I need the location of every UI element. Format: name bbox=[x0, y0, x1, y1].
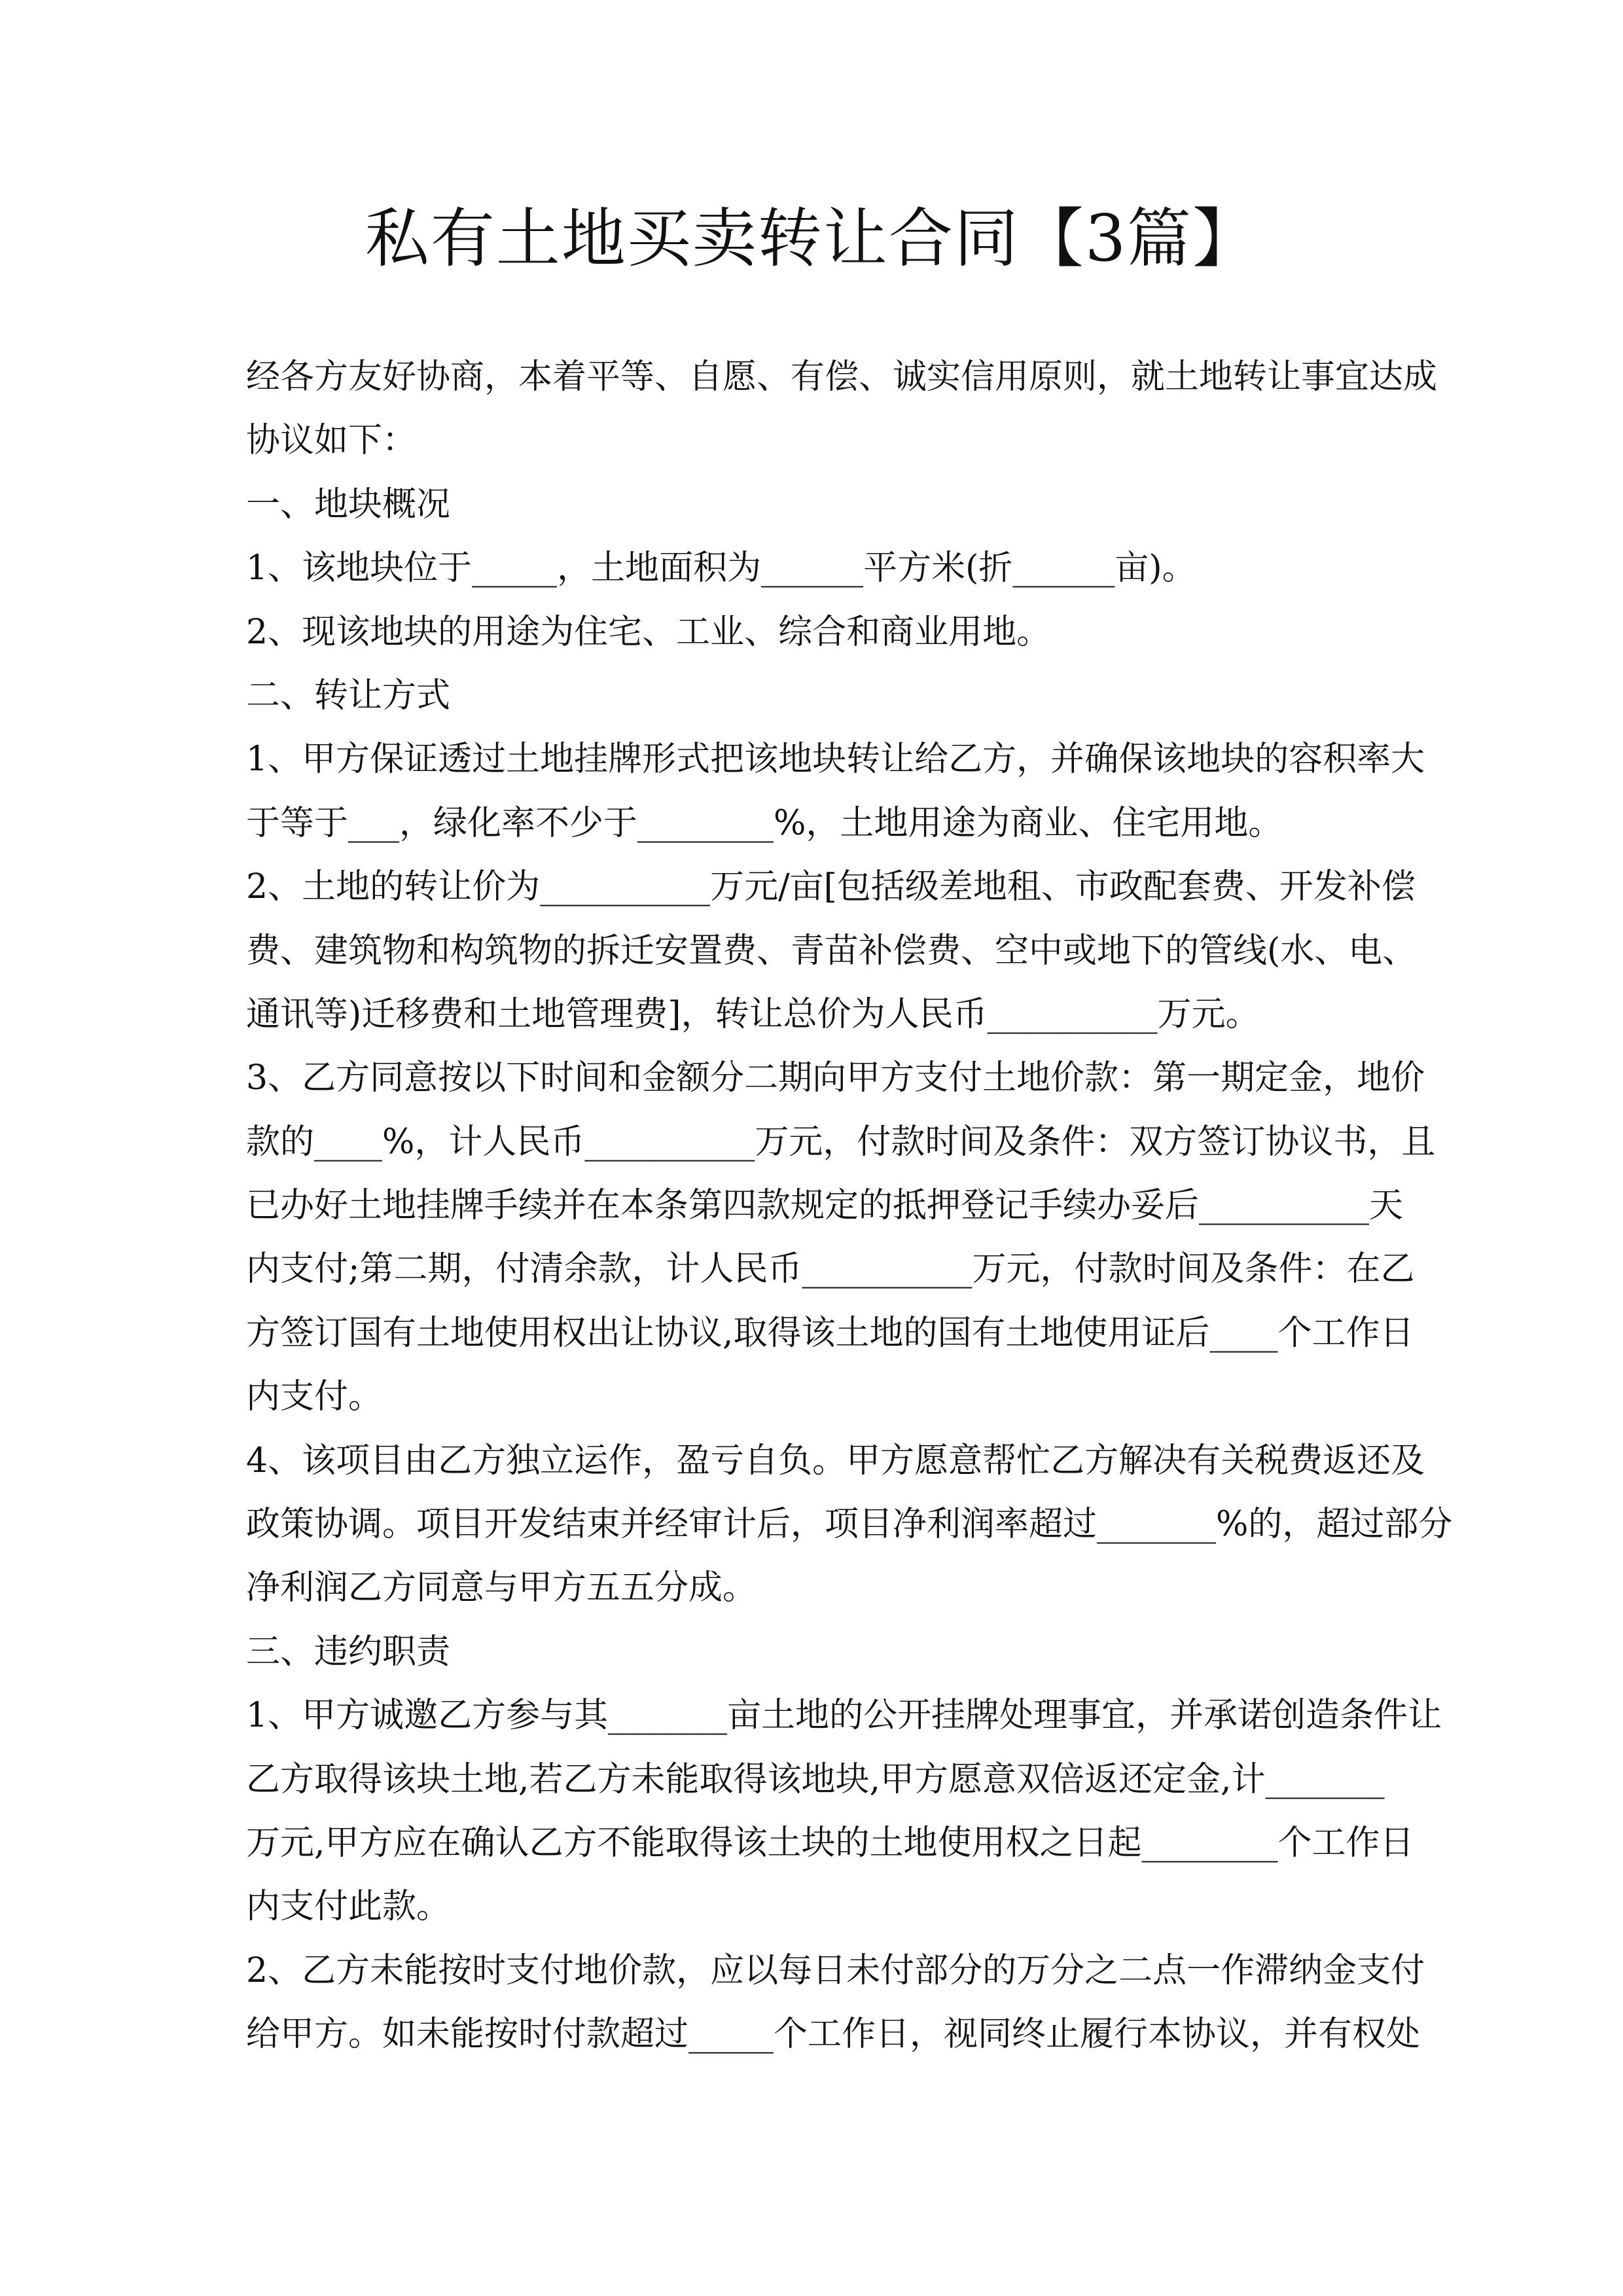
text-line: 通讯等)迁移费和土地管理费]，转让总价为人民币__________万元。 bbox=[246, 994, 1260, 1034]
paragraph bbox=[246, 1047, 1436, 1429]
text-line: 1、甲方保证透过土地挂牌形式把该地块转让给乙方，并确保该地块的容积率大 bbox=[246, 740, 1425, 780]
text-line: 给甲方。如未能按时付款超过_____个工作日，视同终止履行本协议，并有权处 bbox=[246, 2015, 1421, 2054]
text-line: 内支付;第二期，付清余款，计人民币__________万元，付款时间及条件：在乙 bbox=[246, 1249, 1415, 1289]
text-line: 内支付此款。 bbox=[246, 1887, 451, 1927]
text-line: 三、违约职责 bbox=[246, 1632, 451, 1672]
text-line: 2、现该地块的用途为住宅、工业、综合和商业用地。 bbox=[246, 612, 1051, 652]
paragraph bbox=[246, 1684, 1442, 1939]
text-line: 内支付。 bbox=[246, 1377, 383, 1417]
text-line: 4、该项目由乙方独立运作，盈亏自负。甲方愿意帮忙乙方解决有关税费返还及 bbox=[246, 1441, 1425, 1480]
text-line: 二、转让方式 bbox=[246, 675, 451, 715]
text-line: 净利润乙方同意与甲方五五分成。 bbox=[246, 1568, 757, 1608]
paragraph bbox=[246, 537, 1377, 600]
text-line: 经各方友好协商，本着平等、自愿、有偿、诚实信用原则，就土地转让事宜达成 bbox=[246, 357, 1438, 397]
text-line: 于等于___，绿化率不少于________%，土地用途为商业、住宅用地。 bbox=[246, 803, 1283, 843]
document-title: 私有土地买卖转让合同【3篇】 bbox=[365, 202, 1258, 276]
text-line: 一、地块概况 bbox=[246, 484, 451, 524]
paragraph bbox=[246, 601, 1377, 664]
paragraph bbox=[246, 1621, 1377, 1684]
text-line: 2、土地的转让价为__________万元/亩[包括级差地租、市政配套费、开发补偿 bbox=[246, 867, 1416, 907]
text-line: 费、建筑物和构筑物的拆迁安置费、青苗补偿费、空中或地下的管线(水、电、 bbox=[246, 931, 1417, 971]
text-line: 万元,甲方应在确认乙方不能取得该土块的土地使用权之日起________个工作日 bbox=[246, 1823, 1414, 1863]
text-line: 2、乙方未能按时支付地价款，应以每日未付部分的万分之二点一作滞纳金支付 bbox=[246, 1950, 1425, 1990]
paragraph bbox=[246, 1429, 1453, 1621]
text-line: 1、该地块位于_____，土地面积为______平方米(折______亩)。 bbox=[246, 548, 1196, 588]
paragraph bbox=[246, 473, 1377, 537]
paragraph bbox=[246, 664, 1377, 728]
paragraph bbox=[246, 1939, 1425, 2067]
paragraph bbox=[246, 346, 1438, 473]
text-line: 1、甲方诚邀乙方参与其_______亩土地的公开挂牌处理事宜，并承诺创造条件让 bbox=[246, 1696, 1442, 1736]
text-line: 政策协调。项目开发结束并经审计后，项目净利润率超过_______%的，超过部分 bbox=[246, 1505, 1453, 1545]
text-line: 已办好土地挂牌手续并在本条第四款规定的抵押登记手续办妥后__________天 bbox=[246, 1186, 1404, 1226]
text-line: 款的____%，计人民币__________万元，付款时间及条件：双方签订协议书，且 bbox=[246, 1122, 1436, 1162]
text-line: 方签订国有土地使用权出让协议,取得该土地的国有土地使用证后____个工作日 bbox=[246, 1313, 1414, 1353]
text-line: 3、乙方同意按以下时间和金额分二期向甲方支付土地价款：第一期定金，地价 bbox=[246, 1058, 1425, 1098]
paragraph bbox=[246, 855, 1417, 1047]
text-line: 协议如下： bbox=[246, 421, 417, 461]
paragraph bbox=[246, 728, 1425, 855]
text-line: 乙方取得该块土地,若乙方未能取得该地块,甲方愿意双倍返还定金,计_______ bbox=[246, 1759, 1385, 1799]
document-body bbox=[246, 346, 1453, 2067]
